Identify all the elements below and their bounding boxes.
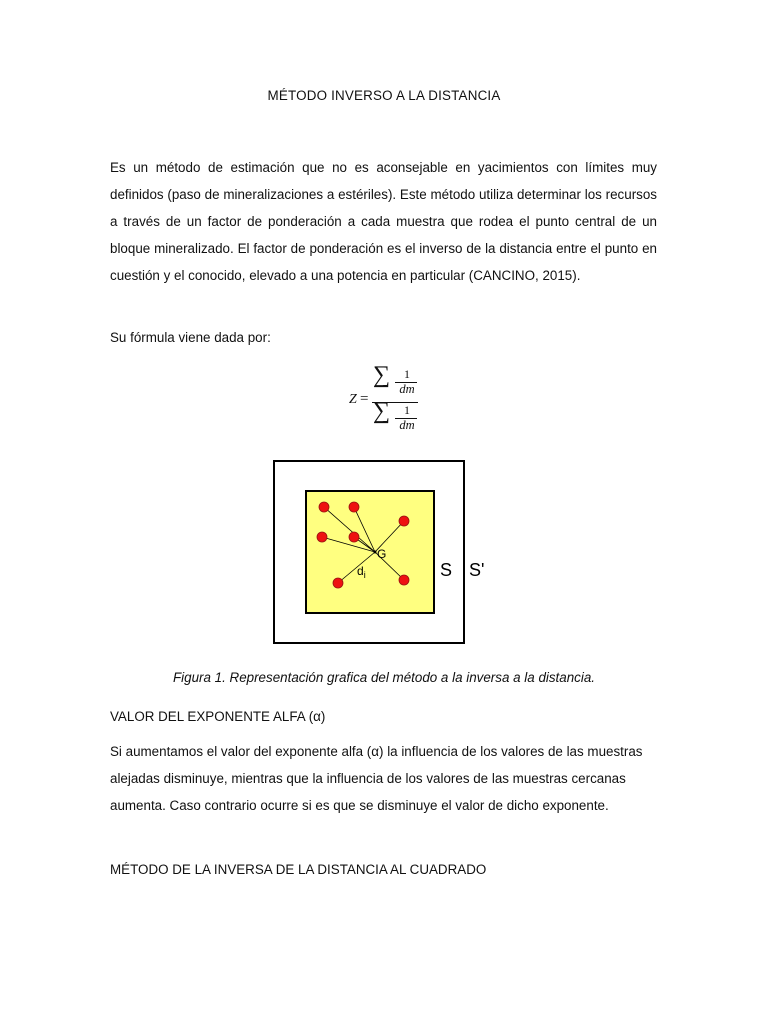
sample-point	[399, 575, 409, 585]
label-d: d	[357, 564, 364, 578]
label-s: S	[440, 560, 453, 580]
fraction-denominator: dm	[399, 382, 415, 396]
sample-point	[317, 532, 327, 542]
caption-prefix: Figura 1	[172, 670, 223, 685]
sample-point	[333, 578, 343, 588]
figure-caption	[0, 670, 768, 685]
formula-lhs: Z	[349, 392, 357, 407]
fraction-denominator: dm	[399, 418, 415, 432]
heading-alpha-exponent: VALOR DEL EXPONENTE ALFA (α)	[110, 709, 326, 724]
label-s-prime: S'	[469, 560, 485, 580]
paragraph-alpha: Si aumentamos el valor del exponente alfa (α) la influencia de los valores de las muestras alejadas disminuye, mientras que la influencia de los valores de las muestras cercanas aumenta. Caso contrario ocurre si es que se disminuye el valor de dicho exponente.	[110, 744, 643, 813]
paragraph-description: Es un método de estimación que no es aconsejable en yacimientos con límites muy definidos (paso de mineralizaciones a estériles). Este método utiliza determinar los recursos a través de un factor de ponderación a cada muestra que rodea el punto central de un bloque mineralizado. El factor de ponderación es el inverso de la distancia entre el punto en cuestión y el conocido, elevado a una potencia en particular (CANCINO, 2015).	[110, 160, 657, 283]
sample-point	[319, 502, 329, 512]
document-title: MÉTODO INVERSO A LA DISTANCIA	[267, 88, 501, 103]
label-g: G	[377, 547, 387, 561]
sigma-symbol: ∑	[373, 398, 391, 424]
idw-formula	[340, 362, 450, 440]
formula-equals: =	[360, 391, 369, 407]
sample-point	[349, 502, 359, 512]
sigma-symbol: ∑	[373, 362, 391, 388]
label-d-subscript: i	[363, 570, 366, 580]
heading-inverse-square: MÉTODO DE LA INVERSA DE LA DISTANCIA AL CUADRADO	[110, 862, 487, 877]
fraction-numerator: 1	[404, 403, 410, 417]
fraction-numerator: 1	[404, 367, 410, 381]
caption-text: . Representación grafica del método a la inversa a la distancia.	[222, 670, 596, 685]
sample-point	[349, 532, 359, 542]
sample-point	[399, 516, 409, 526]
idw-diagram	[273, 458, 495, 648]
formula-intro: Su fórmula viene dada por:	[110, 330, 271, 345]
